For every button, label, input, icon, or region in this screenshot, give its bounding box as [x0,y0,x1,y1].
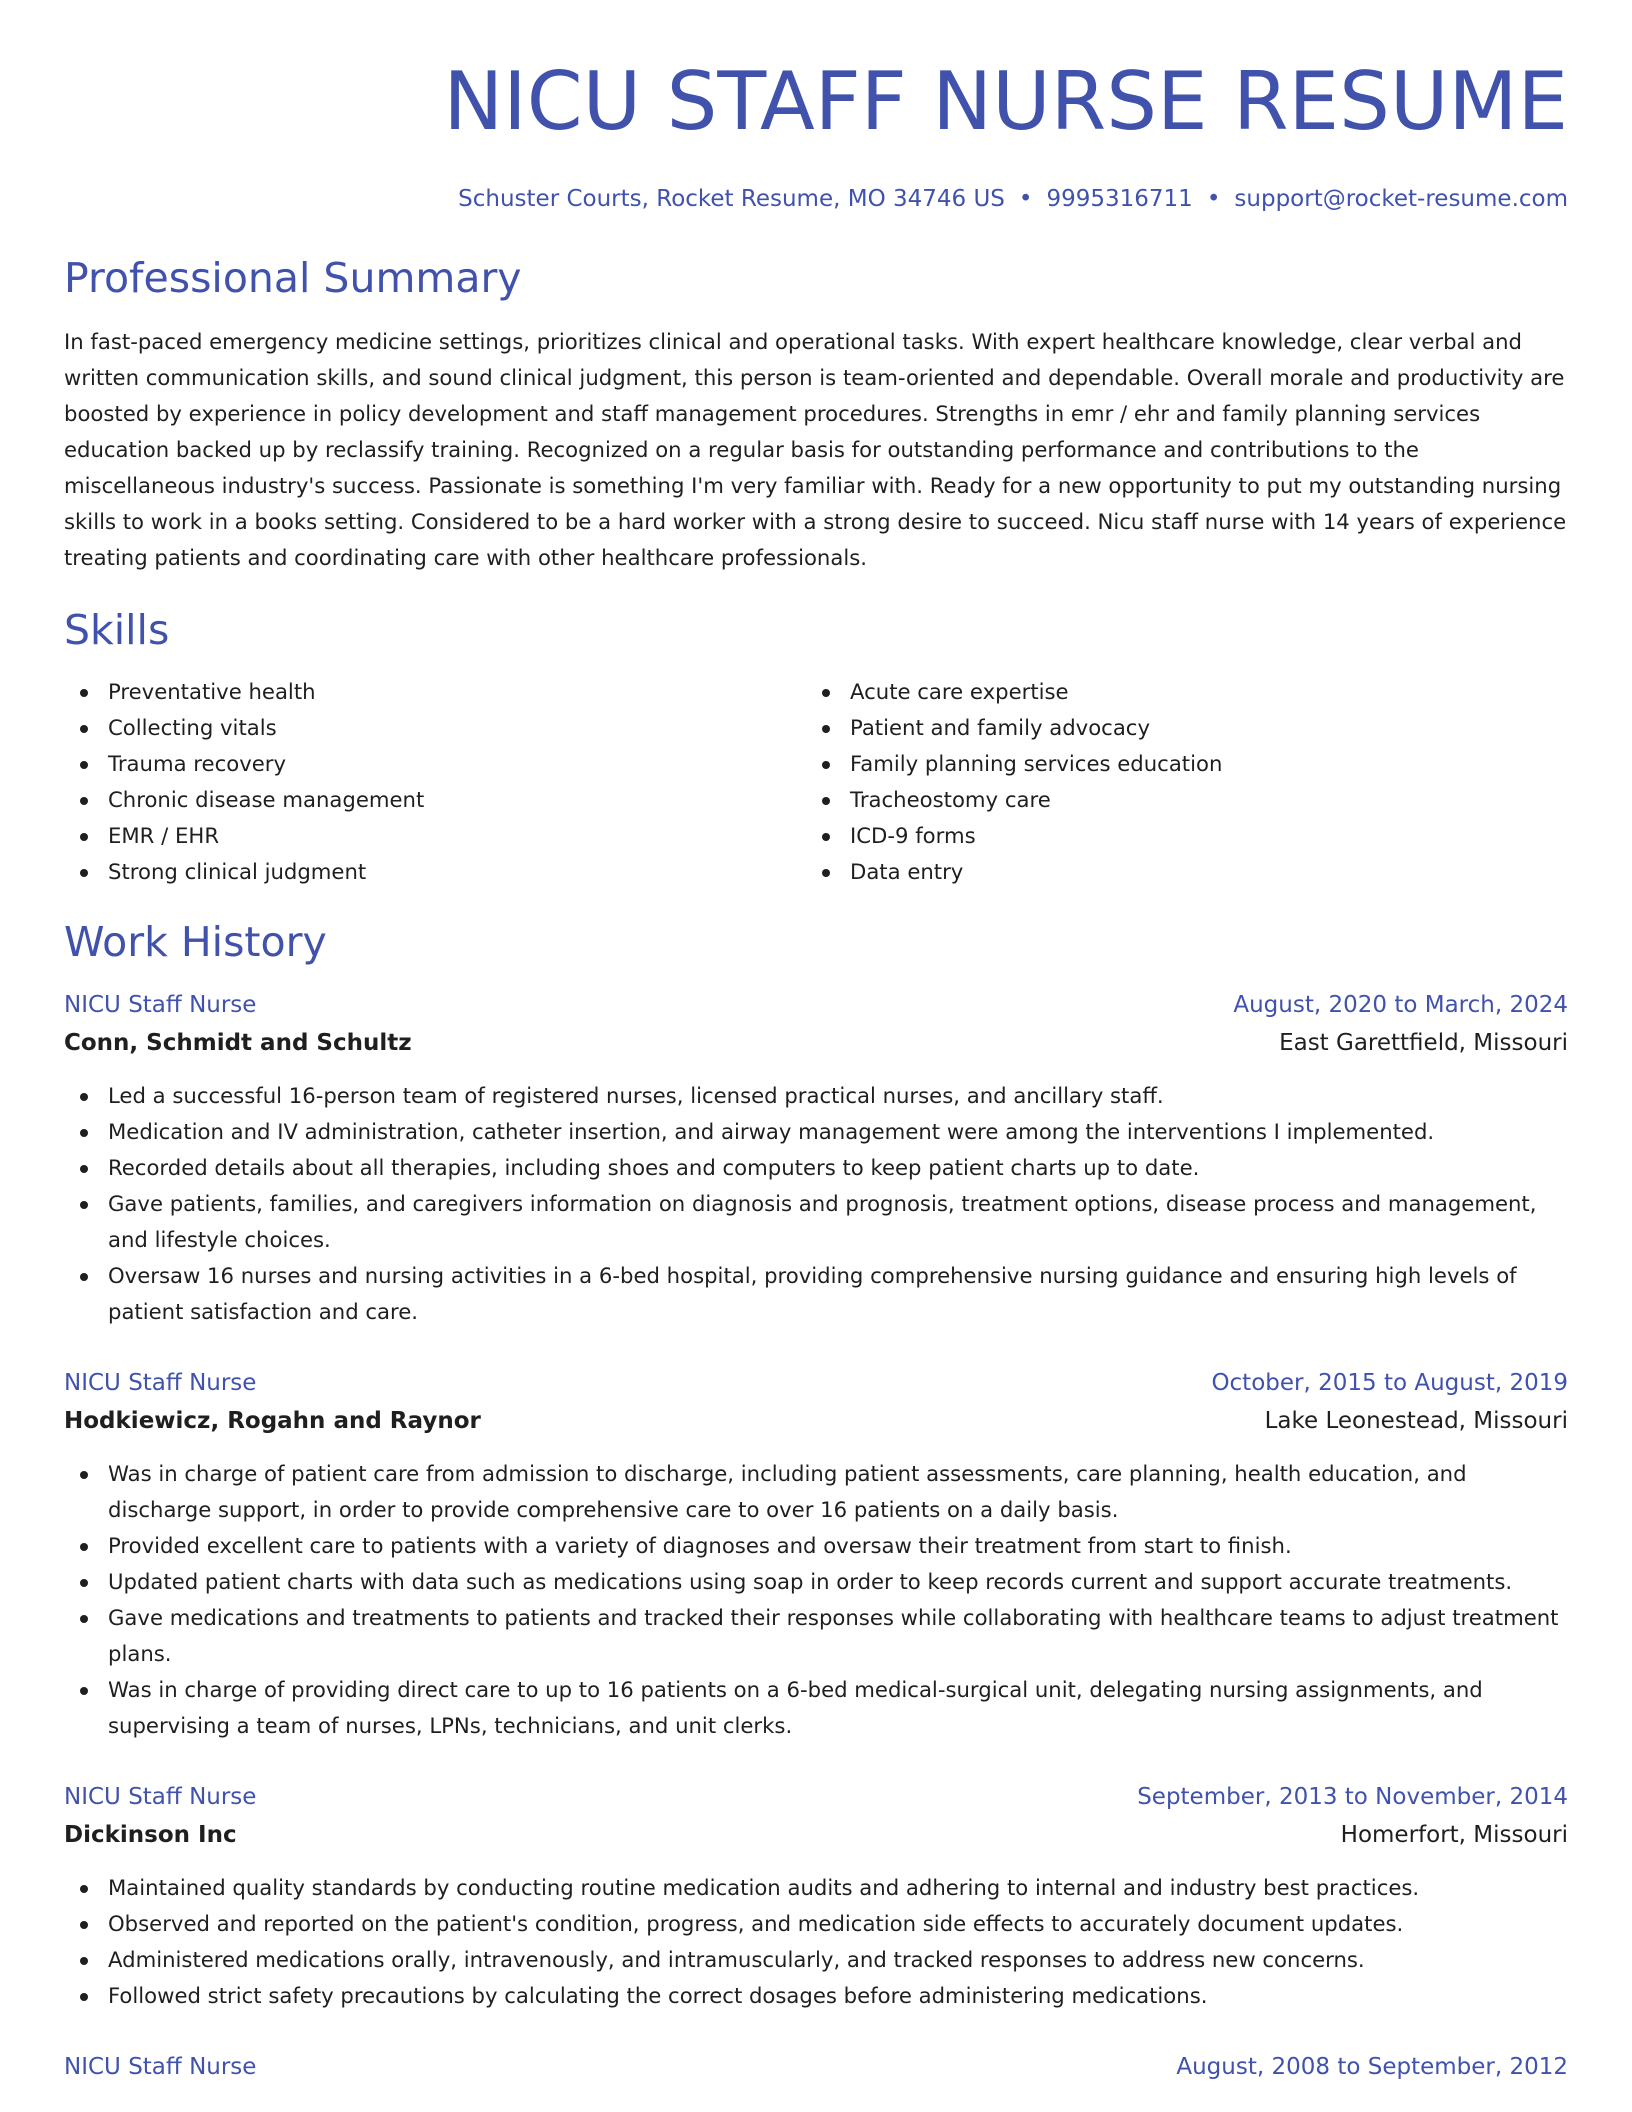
summary-text: In fast-paced emergency medicine settings, prioritizes clinical and operational tasks. With expert healthcare knowledge, clear verbal and written communication skills, and sound clinical judgment, this person is team-oriented and dependable. Overall morale and productivity are boosted by experience in policy development and staff management procedures. Strengths in emr / ehr and family planning services education backed up by reclassify training. Recognized on a regular basis for outstanding performance and contributions to the miscellaneous industry's success. Passionate is something I'm very familiar with. Ready for a new opportunity to put my outstanding nursing skills to work in a books setting. Considered to be a hard worker with a strong desire to succeed. Nicu staff nurse with 14 years of experience treating patients and coordinating care with other healthcare professionals. [64,329,1567,570]
skills-column-right [806,674,1548,890]
job-duty: Provided excellent care to patients with a variety of diagnoses and oversaw their treatment from start to finish. [64,1528,1568,1564]
skill-item: EMR / EHR [64,818,806,854]
summary-heading: Professional Summary [64,254,522,302]
job-header-row [64,2048,1568,2086]
job-duty: Followed strict safety precautions by calculating the correct dosages before administering medications. [64,1978,1568,2014]
skill-item: Preventative health [64,674,806,710]
skill-item: ICD-9 forms [806,818,1548,854]
skill-item: Patient and family advocacy [806,710,1548,746]
job-duty: Maintained quality standards by conducting routine medication audits and adhering to internal and industry best practices. [64,1870,1568,1906]
job-location: East Garettfield, Missouri [1279,1030,1568,1056]
job-entry [64,1364,1568,1744]
job-location: Homerfort, Missouri [1340,1822,1568,1848]
job-dates: August, 2008 to September, 2012 [1176,2054,1568,2080]
job-employer-row [64,1816,1568,1854]
skill-item: Tracheostomy care [806,782,1548,818]
skills-column-left [64,674,806,890]
job-entry [64,2048,1568,2086]
job-duties [64,1456,1568,1744]
job-duty: Updated patient charts with data such as medications using soap in order to keep records current and support accurate treatments. [64,1564,1568,1600]
work-history-heading: Work History [64,918,327,966]
job-duty: Led a successful 16-person team of registered nurses, licensed practical nurses, and ancillary staff. [64,1078,1568,1114]
job-duties [64,1870,1568,2014]
job-company: Conn, Schmidt and Schultz [64,1030,412,1056]
job-dates: October, 2015 to August, 2019 [1211,1370,1568,1396]
job-dates: August, 2020 to March, 2024 [1233,992,1568,1018]
resume-page [64,0,1568,2086]
job-company: Dickinson Inc [64,1822,237,1848]
job-title: NICU Staff Nurse [64,2054,257,2080]
job-entry [64,1778,1568,2014]
job-duty: Was in charge of patient care from admission to discharge, including patient assessments, care planning, health education, and discharge support, in order to provide comprehensive care to over 16 patients on a daily basis. [64,1456,1568,1528]
contact-address: Schuster Courts, Rocket Resume, MO 34746 US [458,186,1005,212]
contact-separator: • [1206,186,1221,212]
job-duty: Gave medications and treatments to patients and tracked their responses while collaborating with healthcare teams to adjust treatment plans. [64,1600,1568,1672]
job-title: NICU Staff Nurse [64,1370,257,1396]
contact-email: support@rocket-resume.com [1234,186,1568,212]
job-location: Lake Leonestead, Missouri [1264,1408,1568,1434]
skill-item: Chronic disease management [64,782,806,818]
skill-item: Strong clinical judgment [64,854,806,890]
skill-item: Collecting vitals [64,710,806,746]
job-header-row [64,1364,1568,1402]
job-employer-row [64,1024,1568,1062]
job-duties [64,1078,1568,1330]
job-duty: Observed and reported on the patient's condition, progress, and medication side effects to accurately document updates. [64,1906,1568,1942]
job-entry [64,986,1568,1330]
job-header-row [64,1778,1568,1816]
job-dates: September, 2013 to November, 2014 [1137,1784,1568,1810]
job-duty: Gave patients, families, and caregivers information on diagnosis and prognosis, treatment options, disease process and management, and lifestyle choices. [64,1186,1568,1258]
contact-phone: 9995316711 [1046,186,1193,212]
job-duty: Oversaw 16 nurses and nursing activities in a 6-bed hospital, providing comprehensive nursing guidance and ensuring high levels of patient satisfaction and care. [64,1258,1568,1330]
skill-item: Acute care expertise [806,674,1548,710]
job-duty: Was in charge of providing direct care to up to 16 patients on a 6-bed medical-surgical unit, delegating nursing assignments, and supervising a team of nurses, LPNs, technicians, and unit clerks. [64,1672,1568,1744]
job-company: Hodkiewicz, Rogahn and Raynor [64,1408,481,1434]
job-duty: Recorded details about all therapies, including shoes and computers to keep patient charts up to date. [64,1150,1568,1186]
job-title: NICU Staff Nurse [64,1784,257,1810]
job-duty: Medication and IV administration, catheter insertion, and airway management were among the interventions I implemented. [64,1114,1568,1150]
job-duty: Administered medications orally, intravenously, and intramuscularly, and tracked responses to address new concerns. [64,1942,1568,1978]
skills-list [64,674,1568,890]
contact-separator: • [1018,186,1033,212]
skills-heading: Skills [64,606,170,654]
page-title: NICU STAFF NURSE RESUME [443,55,1568,148]
contact-line [64,182,1568,216]
job-title: NICU Staff Nurse [64,992,257,1018]
job-employer-row [64,1402,1568,1440]
job-header-row [64,986,1568,1024]
skill-item: Family planning services education [806,746,1548,782]
skill-item: Trauma recovery [64,746,806,782]
skill-item: Data entry [806,854,1548,890]
